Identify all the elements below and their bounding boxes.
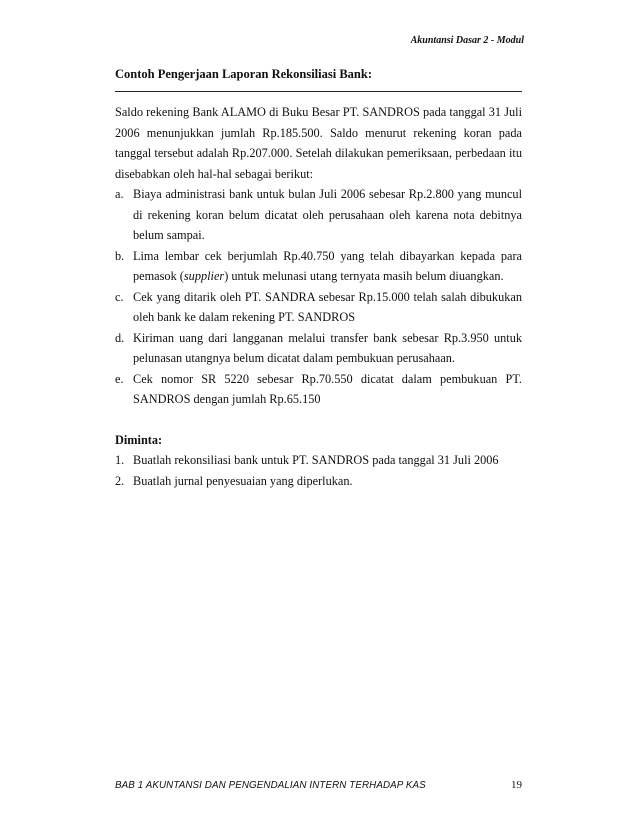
list-marker: b. (115, 248, 125, 263)
list-item (115, 328, 522, 369)
document-body (115, 102, 522, 491)
task-item (115, 450, 522, 471)
cause-list (115, 184, 522, 410)
list-marker: c. (115, 289, 124, 304)
list-item (115, 246, 522, 287)
intro-paragraph: Saldo rekening Bank ALAMO di Buku Besar PT. SANDROS pada tanggal 31 Juli 2006 menunjukkan jumlah Rp.185.500. Saldo menurut rekening koran pada tanggal tersebut adalah Rp.207.000. Setelah dilakukan pemeriksaan, perbedaan itu disebabkan oleh hal-hal sebagai berikut: (115, 105, 522, 181)
section-title: Contoh Pengerjaan Laporan Rekonsiliasi Bank: (115, 67, 372, 81)
list-item-text: Biaya administrasi bank untuk bulan Juli 2006 sebesar Rp.2.800 yang muncul di rekening koran belum dicatat oleh perusahaan oleh karena nota debitnya belum sampai. (133, 187, 522, 242)
list-item-text: ) untuk melunasi utang ternyata masih belum diuangkan. (224, 269, 504, 283)
list-item-italic-term: supplier (183, 269, 225, 283)
list-item-text: Cek nomor SR 5220 sebesar Rp.70.550 dicatat dalam pembukuan PT. SANDROS dengan jumlah Rp.65.150 (133, 371, 522, 406)
running-header: Akuntansi Dasar 2 - Modul (410, 35, 524, 46)
list-marker: d. (115, 330, 125, 345)
task-marker: 2. (115, 473, 125, 488)
list-item-text: Kiriman uang dari langganan melalui transfer bank sebesar Rp.3.950 untuk pelunasan utangnya belum dicatat dalam pembukuan perusahaan. (133, 330, 522, 365)
task-text: Buatlah jurnal penyesuaian yang diperlukan. (133, 473, 353, 488)
list-item-text: Cek yang ditarik oleh PT. SANDRA sebesar Rp.15.000 telah salah dibukukan oleh bank ke dalam rekening PT. SANDROS (133, 289, 522, 324)
list-marker: a. (115, 187, 124, 201)
task-item (115, 471, 522, 492)
task-list (115, 450, 522, 491)
list-item (115, 369, 522, 410)
list-marker: e. (115, 371, 124, 386)
diminta-heading: Diminta: (115, 432, 163, 447)
task-text: Buatlah rekonsiliasi bank untuk PT. SANDROS pada tanggal 31 Juli 2006 (133, 453, 499, 467)
list-item (115, 184, 522, 246)
page-number: 19 (511, 779, 522, 791)
task-marker: 1. (115, 453, 125, 467)
title-divider (115, 91, 522, 92)
list-item (115, 287, 522, 328)
footer-chapter: BAB 1 AKUNTANSI DAN PENGENDALIAN INTERN TERHADAP KAS (115, 780, 426, 791)
list-item-text: Lima lembar cek berjumlah Rp.40.750 yang telah dibayarkan kepada para pemasok ( (133, 248, 522, 283)
